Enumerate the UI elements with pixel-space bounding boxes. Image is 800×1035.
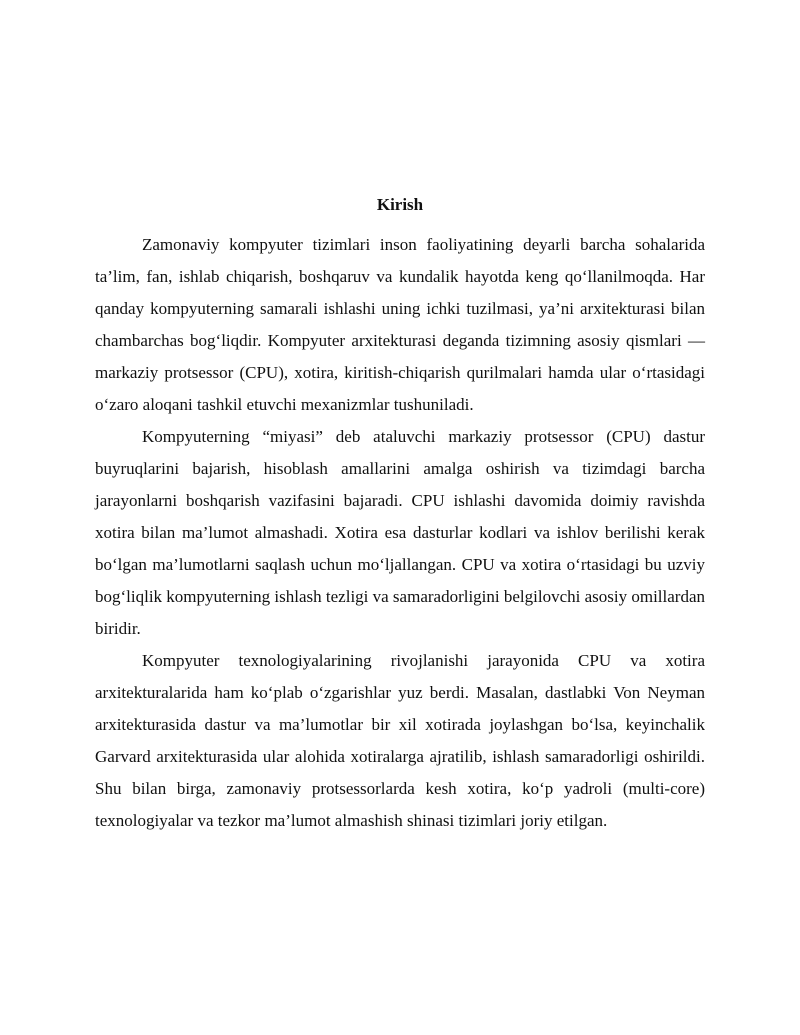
document-page	[95, 190, 705, 837]
paragraph-cpu: Kompyuterning “miyasi” deb ataluvchi markaziy protsessor (CPU) dastur buyruqlarini bajarish, hisoblash amallarini amalga oshirish va tizimdagi barcha jarayonlarni boshqarish vazifasini bajaradi. CPU ishlashi davomida doimiy ravishda xotira bilan ma’lumot almashadi. Xotira esa dasturlar kodlari va ishlov berilishi kerak bo‘lgan ma’lumotlarni saqlash uchun mo‘ljallangan. CPU va xotira o‘rtasidagi bu uzviy bog‘liqlik kompyuterning ishlash tezligi va samaradorligini belgilovchi asosiy omillardan biridir.	[95, 427, 705, 638]
section-heading: Kirish	[376, 195, 424, 214]
paragraph-intro: Zamonaviy kompyuter tizimlari inson faoliyatining deyarli barcha sohalarida ta’lim, fan, ishlab chiqarish, boshqaruv va kundalik hayotda keng qo‘llanilmoqda. Har qanday kompyuterning samarali ishlashi uning ichki tuzilmasi, ya’ni arxitekturasi bilan chambarchas bog‘liqdir. Kompyuter arxitekturasi deganda tizimning asosiy qismlari — markaziy protsessor (CPU), xotira, kiritish-chiqarish qurilmalari hamda ular o‘rtasidagi o‘zaro aloqani tashkil etuvchi mexanizmlar tushuniladi.	[95, 235, 705, 414]
paragraph-architecture: Kompyuter texnologiyalarining rivojlanishi jarayonida CPU va xotira arxitekturalarida ham ko‘plab o‘zgarishlar yuz berdi. Masalan, dastlabki Von Neyman arxitekturasida dastur va ma’lumotlar bir xil xotirada joylashgan bo‘lsa, keyinchalik Garvard arxitekturasida ular alohida xotiralarga ajratilib, ishlash samaradorligi oshirildi. Shu bilan birga, zamonaviy protsessorlarda kesh xotira, ko‘p yadroli (multi-core) texnologiyalar va tezkor ma’lumot almashish shinasi tizimlari joriy etilgan.	[95, 651, 705, 830]
